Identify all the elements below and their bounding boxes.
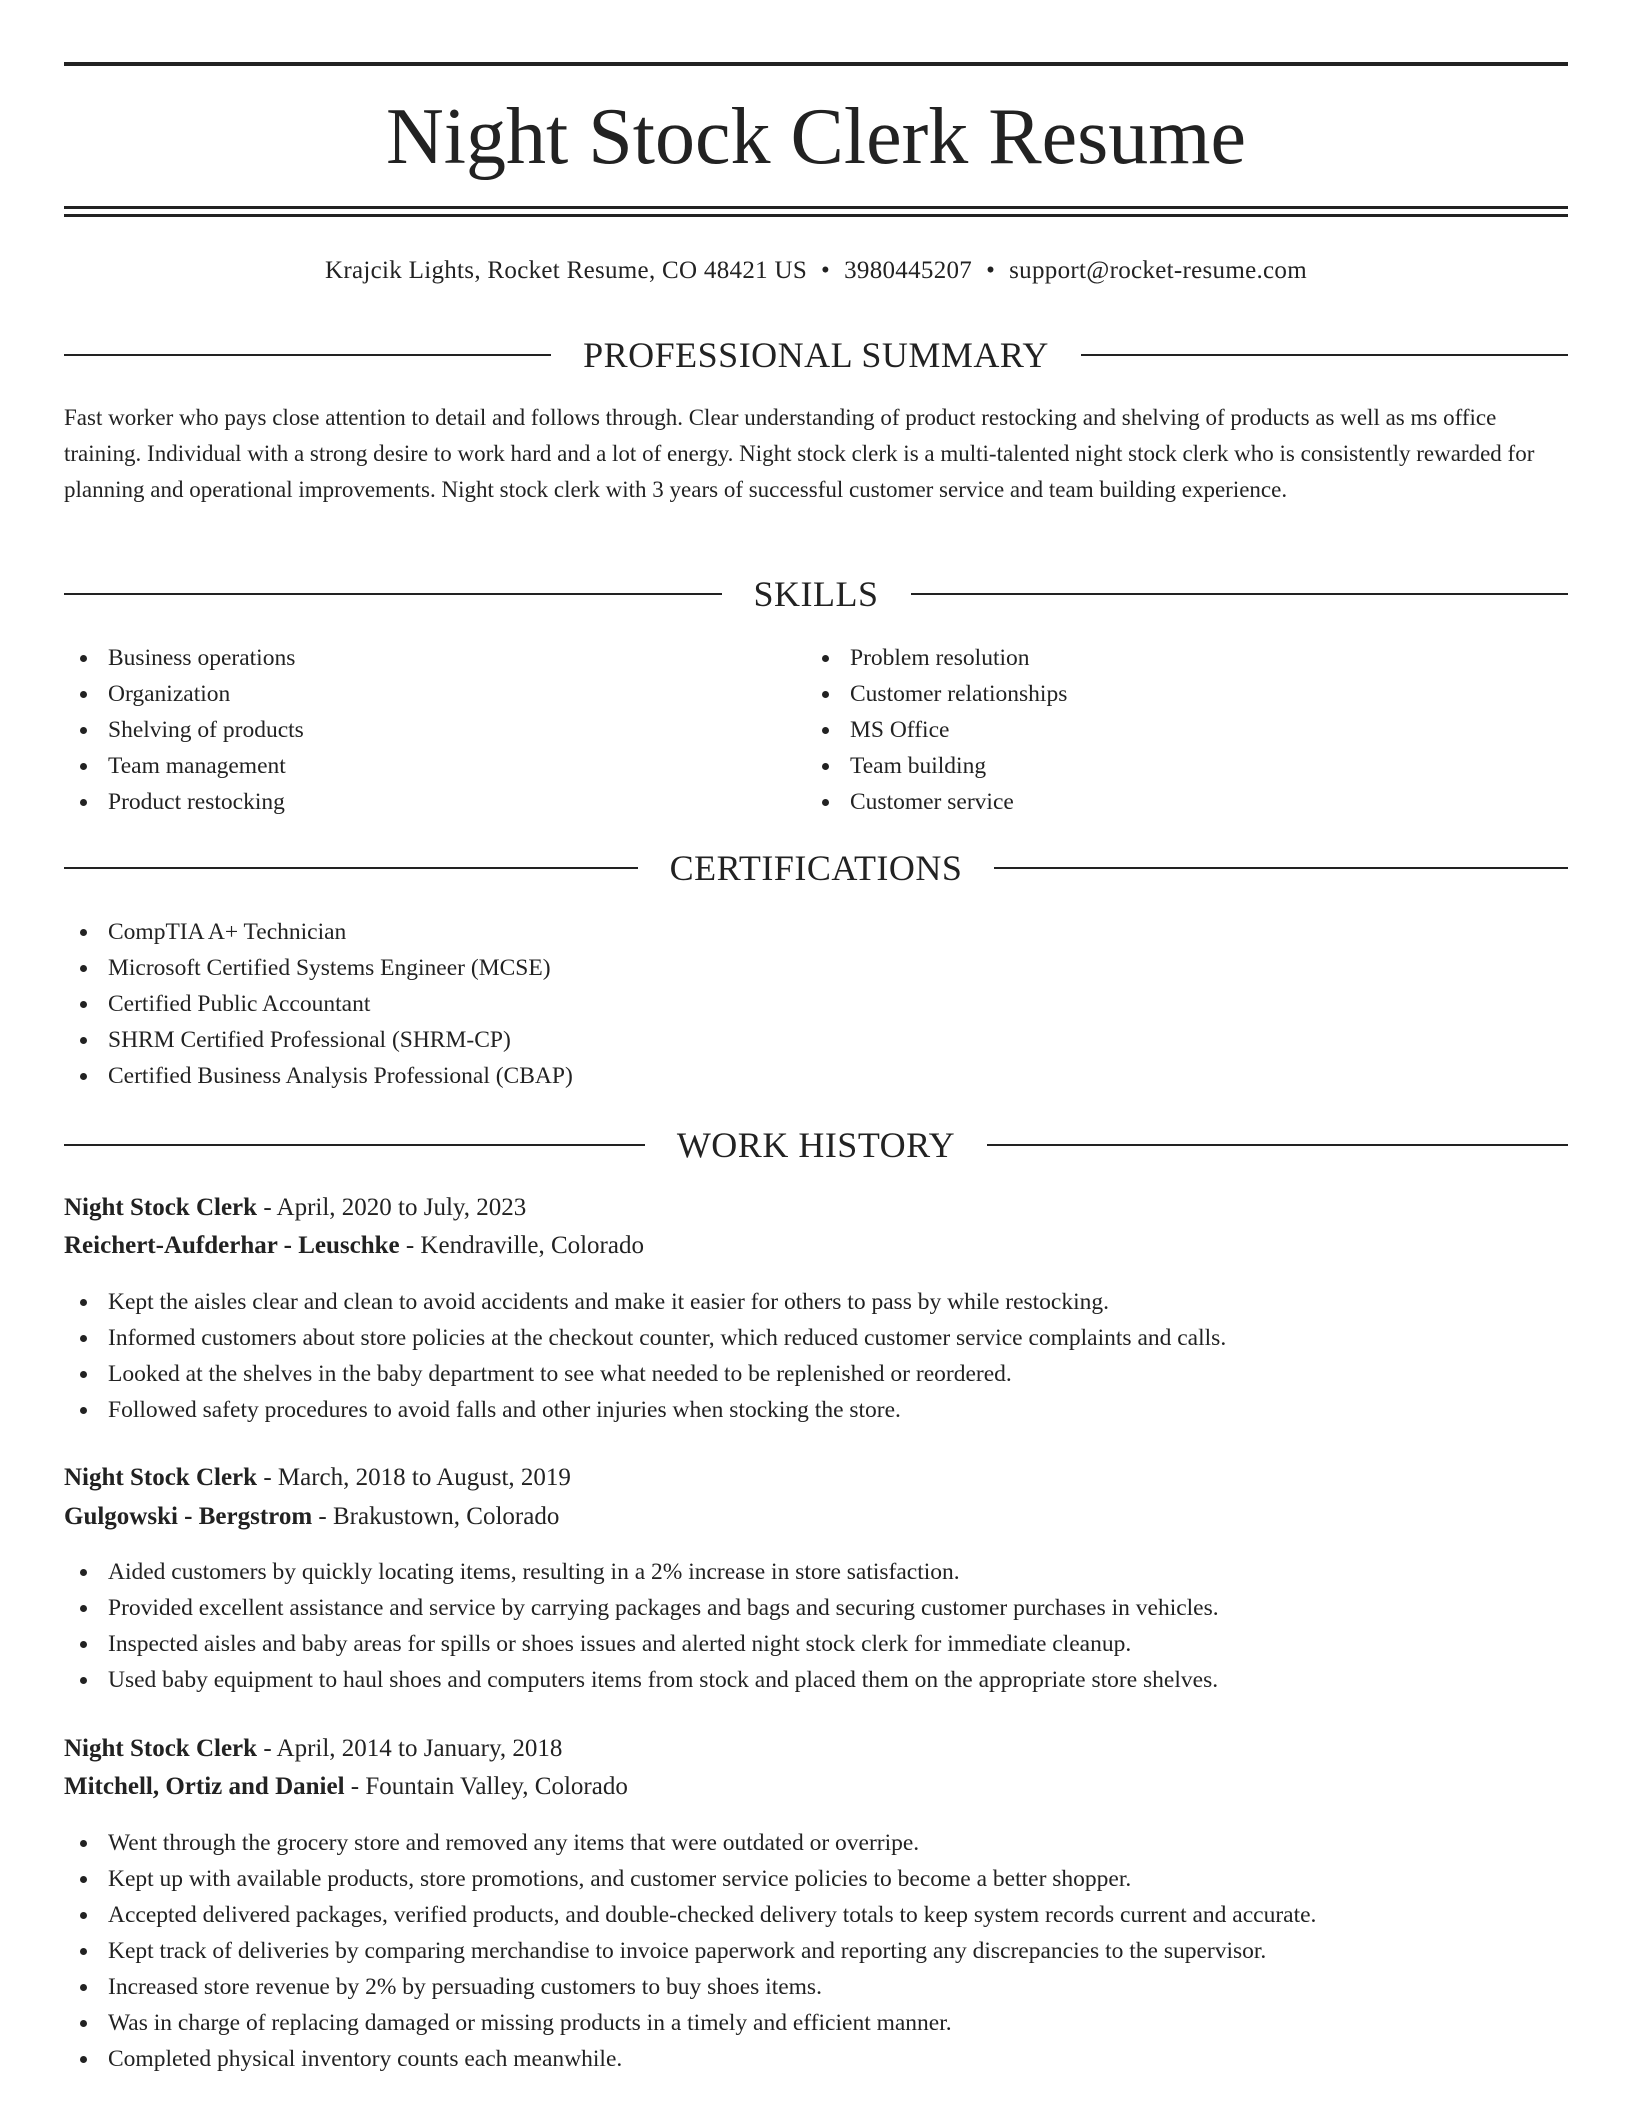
divider <box>987 1144 1568 1146</box>
skill-item: Shelving of products <box>64 712 304 748</box>
contact-phone: 3980445207 <box>844 257 973 284</box>
job-duty-item: Inspected aisles and baby areas for spills or shoes issues and alerted night stock clerk for immediate cleanup. <box>64 1626 1219 1662</box>
job-duty-item: Went through the grocery store and removed any items that were outdated or overripe. <box>64 1825 1316 1861</box>
job-dates: - March, 2018 to August, 2019 <box>257 1464 571 1491</box>
job-duty-item: Completed physical inventory counts each meanwhile. <box>64 2041 1316 2077</box>
job-company-line <box>64 1768 628 1806</box>
contact-address: Krajcik Lights, Rocket Resume, CO 48421 US <box>325 257 808 284</box>
summary-heading-label: PROFESSIONAL SUMMARY <box>583 335 1049 375</box>
job-company: Gulgowski - Bergstrom <box>64 1503 313 1530</box>
certifications-heading <box>64 846 1568 890</box>
job-duty-item: Followed safety procedures to avoid falls and other injuries when stocking the store. <box>64 1392 1226 1428</box>
job-dates: - April, 2014 to January, 2018 <box>257 1735 563 1762</box>
skills-list-right <box>806 640 1067 820</box>
job-title-line <box>64 1730 562 1768</box>
skills-heading <box>64 572 1568 616</box>
job-duty-item: Increased store revenue by 2% by persuading customers to buy shoes items. <box>64 1969 1316 2005</box>
job-dates: - April, 2020 to July, 2023 <box>257 1194 527 1221</box>
certifications-heading-label: CERTIFICATIONS <box>669 848 963 888</box>
skill-item: Problem resolution <box>806 640 1067 676</box>
job-duty-item: Accepted delivered packages, verified products, and double-checked delivery totals to keep system records current and accurate. <box>64 1897 1316 1933</box>
job-company-line <box>64 1498 559 1536</box>
job-company: Reichert-Aufderhar - Leuschke <box>64 1232 400 1259</box>
job-duties-list <box>64 1284 1226 1428</box>
title-rule-lower <box>64 214 1568 217</box>
job-duty-item: Used baby equipment to haul shoes and computers items from stock and placed them on the appropriate store shelves. <box>64 1662 1219 1698</box>
certifications-list <box>64 914 573 1094</box>
job-location: - Fountain Valley, Colorado <box>344 1773 628 1800</box>
top-rule <box>64 62 1568 66</box>
skill-item: Organization <box>64 676 304 712</box>
certification-item: Certified Business Analysis Professional (CBAP) <box>64 1058 573 1094</box>
contact-email: support@rocket-resume.com <box>1009 257 1307 284</box>
skills-heading-label: SKILLS <box>753 574 879 614</box>
divider <box>64 593 722 595</box>
contact-separator: • <box>821 257 831 284</box>
work-heading <box>64 1123 1568 1167</box>
certification-item: Certified Public Accountant <box>64 986 573 1022</box>
job-title-line <box>64 1459 571 1497</box>
certification-item: CompTIA A+ Technician <box>64 914 573 950</box>
job-duty-item: Kept the aisles clear and clean to avoid accidents and make it easier for others to pass by while restocking. <box>64 1284 1226 1320</box>
contact-separator: • <box>986 257 996 284</box>
job-title: Night Stock Clerk <box>64 1194 258 1221</box>
job-duty-item: Was in charge of replacing damaged or missing products in a timely and efficient manner. <box>64 2005 1316 2041</box>
contact-line <box>64 254 1568 288</box>
skill-item: Business operations <box>64 640 304 676</box>
certification-item: Microsoft Certified Systems Engineer (MCSE) <box>64 950 573 986</box>
job-title: Night Stock Clerk <box>64 1735 258 1762</box>
skill-item: Customer service <box>806 784 1067 820</box>
job-location: - Brakustown, Colorado <box>312 1503 560 1530</box>
job-duty-item: Provided excellent assistance and service by carrying packages and bags and securing customer purchases in vehicles. <box>64 1590 1219 1626</box>
divider <box>994 867 1568 869</box>
skill-item: Team management <box>64 748 304 784</box>
job-title-line <box>64 1189 526 1227</box>
divider <box>64 354 551 356</box>
job-duties-list <box>64 1825 1316 2077</box>
skills-list-left <box>64 640 304 820</box>
skill-item: MS Office <box>806 712 1067 748</box>
job-duty-item: Looked at the shelves in the baby department to see what needed to be replenished or reordered. <box>64 1356 1226 1392</box>
skill-item: Team building <box>806 748 1067 784</box>
job-location: - Kendraville, Colorado <box>399 1232 644 1259</box>
divider <box>64 867 638 869</box>
divider <box>1081 354 1568 356</box>
job-company: Mitchell, Ortiz and Daniel <box>64 1773 345 1800</box>
job-title: Night Stock Clerk <box>64 1464 258 1491</box>
divider <box>64 1144 645 1146</box>
work-heading-label: WORK HISTORY <box>676 1125 956 1165</box>
job-duty-item: Informed customers about store policies at the checkout counter, which reduced customer service complaints and calls. <box>64 1320 1226 1356</box>
job-company-line <box>64 1227 644 1265</box>
skill-item: Customer relationships <box>806 676 1067 712</box>
job-duty-item: Kept up with available products, store promotions, and customer service policies to become a better shopper. <box>64 1861 1316 1897</box>
page-title: Night Stock Clerk Resume <box>386 93 1246 181</box>
certification-item: SHRM Certified Professional (SHRM-CP) <box>64 1022 573 1058</box>
summary-text: Fast worker who pays close attention to detail and follows through. Clear understanding of product restocking and shelving of products as well as ms office training. Individual with a strong desire to work hard and a lot of energy. Night stock clerk is a multi-talented night stock clerk who is consistently rewarded for planning and operational improvements. Night stock clerk with 3 years of successful customer service and team building experience. <box>64 405 1535 502</box>
job-duty-item: Aided customers by quickly locating items, resulting in a 2% increase in store satisfaction. <box>64 1554 1219 1590</box>
divider <box>911 593 1569 595</box>
title-rule-upper <box>64 206 1568 209</box>
job-duty-item: Kept track of deliveries by comparing merchandise to invoice paperwork and reporting any discrepancies to the supervisor. <box>64 1933 1316 1969</box>
summary-heading <box>64 333 1568 377</box>
skill-item: Product restocking <box>64 784 304 820</box>
job-duties-list <box>64 1554 1219 1698</box>
